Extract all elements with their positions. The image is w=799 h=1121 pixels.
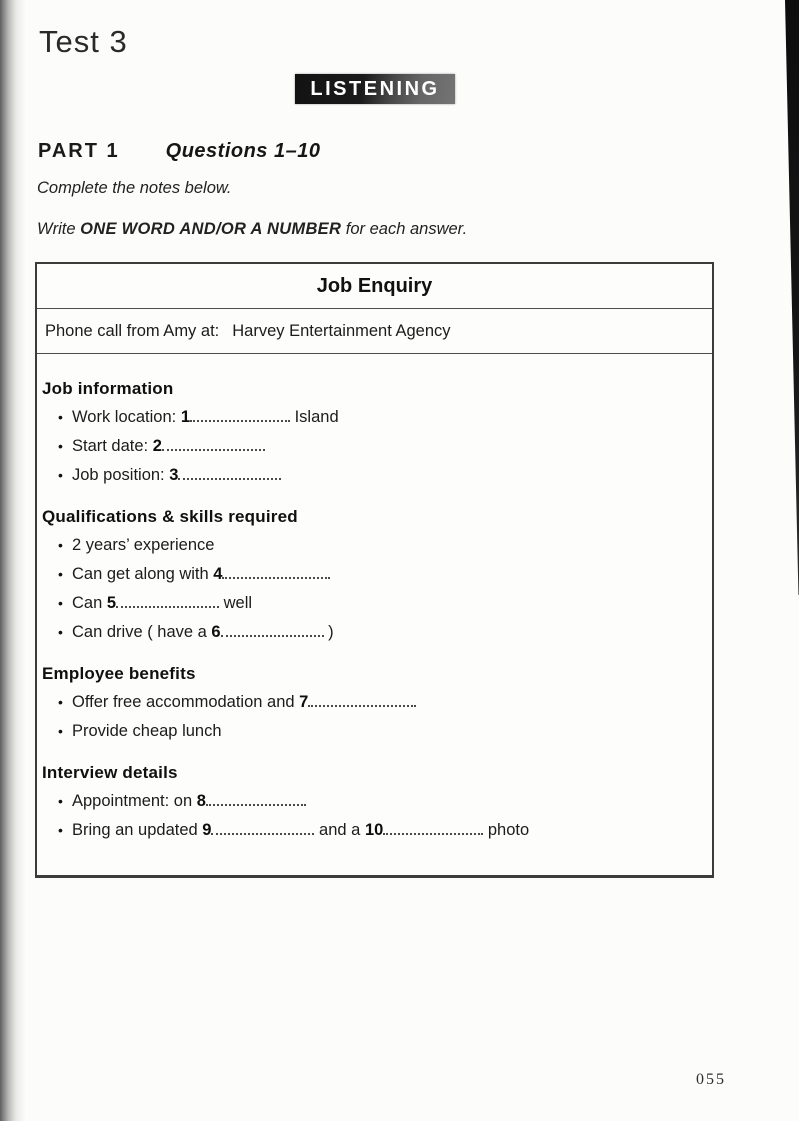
answer-number: 8 (196, 792, 206, 810)
form-section (42, 659, 698, 746)
instruction-write-prefix: Write (37, 220, 81, 238)
bullet-icon: • (58, 723, 63, 739)
bullet-icon: • (58, 467, 63, 483)
bullet-item (42, 618, 698, 647)
item-text: photo (483, 821, 530, 839)
bullet-item (42, 531, 698, 560)
item-text: Bring an updated (72, 821, 203, 839)
bullet-icon: • (58, 793, 63, 809)
item-text: 2 years’ experience (72, 536, 215, 554)
item-text: Offer free accommodation and (72, 693, 300, 711)
instruction-line-2 (37, 220, 467, 239)
bullet-item (42, 717, 698, 746)
phone-call-label: Phone call from Amy at: (45, 322, 220, 340)
listening-banner-label: LISTENING (310, 77, 440, 100)
form-section (42, 502, 698, 647)
item-text: Provide cheap lunch (72, 722, 222, 740)
answer-blank (221, 622, 324, 637)
answer-number: 10 (364, 821, 384, 839)
answer-blank (162, 436, 265, 451)
part-label: PART 1 (38, 140, 120, 162)
section-heading: Interview details (42, 763, 178, 782)
item-text: Can get along with (72, 565, 214, 583)
bullet-item (42, 688, 698, 717)
form-title: Job Enquiry (37, 264, 712, 309)
bullet-icon: • (58, 566, 63, 582)
item-text: Start date: (72, 437, 153, 455)
left-scan-shadow (0, 0, 26, 1121)
questions-range: Questions 1–10 (165, 140, 321, 162)
instruction-line-1: Complete the notes below. (37, 179, 232, 197)
part-heading-row (38, 140, 320, 163)
answer-number: 4 (213, 565, 223, 583)
bullet-icon: • (58, 595, 63, 611)
bullet-item (42, 461, 698, 490)
answer-number: 2 (152, 437, 162, 455)
bullet-item (42, 589, 698, 618)
answer-blank (206, 791, 306, 806)
section-heading: Job information (42, 379, 174, 398)
answer-blank (116, 593, 219, 608)
answer-number: 1 (180, 408, 191, 426)
phone-call-value: Harvey Entertainment Agency (232, 322, 451, 340)
phone-call-row (37, 309, 712, 354)
answer-blank (190, 407, 290, 422)
listening-banner (295, 74, 455, 104)
item-text: Appointment: on (72, 792, 197, 810)
item-text: ) (323, 623, 334, 641)
bullet-item (42, 816, 698, 845)
bullet-item (42, 403, 698, 432)
answer-number: 3 (169, 466, 179, 484)
bullet-icon: • (58, 409, 63, 425)
answer-number: 6 (211, 623, 221, 641)
item-text: Island (290, 408, 339, 426)
right-scan-shadow (785, 0, 799, 595)
section-heading: Qualifications & skills required (42, 507, 298, 526)
item-text: Can (72, 594, 107, 612)
answer-blank (211, 820, 314, 835)
item-text: well (219, 594, 253, 612)
answer-blank (222, 564, 330, 579)
bullet-icon: • (58, 537, 63, 553)
bullet-icon: • (58, 822, 63, 838)
form-section (42, 374, 698, 490)
section-heading: Employee benefits (42, 664, 196, 683)
item-text: Can drive ( have a (72, 623, 212, 641)
form-body (37, 354, 712, 875)
page-number: 055 (696, 1071, 726, 1088)
instruction-write-suffix: for each answer. (341, 220, 468, 238)
bullet-icon: • (58, 694, 63, 710)
page-title: Test 3 (39, 24, 128, 59)
bullet-item (42, 432, 698, 461)
form-section (42, 758, 698, 845)
bullet-icon: • (58, 438, 63, 454)
answer-blank (178, 465, 281, 480)
answer-number: 5 (106, 594, 117, 612)
bullet-item (42, 560, 698, 589)
instruction-write-bold: ONE WORD AND/OR A NUMBER (80, 220, 342, 238)
item-text: and a (314, 821, 365, 839)
answer-blank (383, 820, 483, 835)
bullet-icon: • (58, 624, 63, 640)
item-text: Job position: (72, 466, 170, 484)
bullet-item (42, 787, 698, 816)
answer-blank (308, 692, 416, 707)
answer-number: 9 (202, 821, 212, 839)
answer-number: 7 (299, 693, 309, 711)
item-text: Work location: (72, 408, 181, 426)
job-enquiry-card (35, 262, 714, 878)
